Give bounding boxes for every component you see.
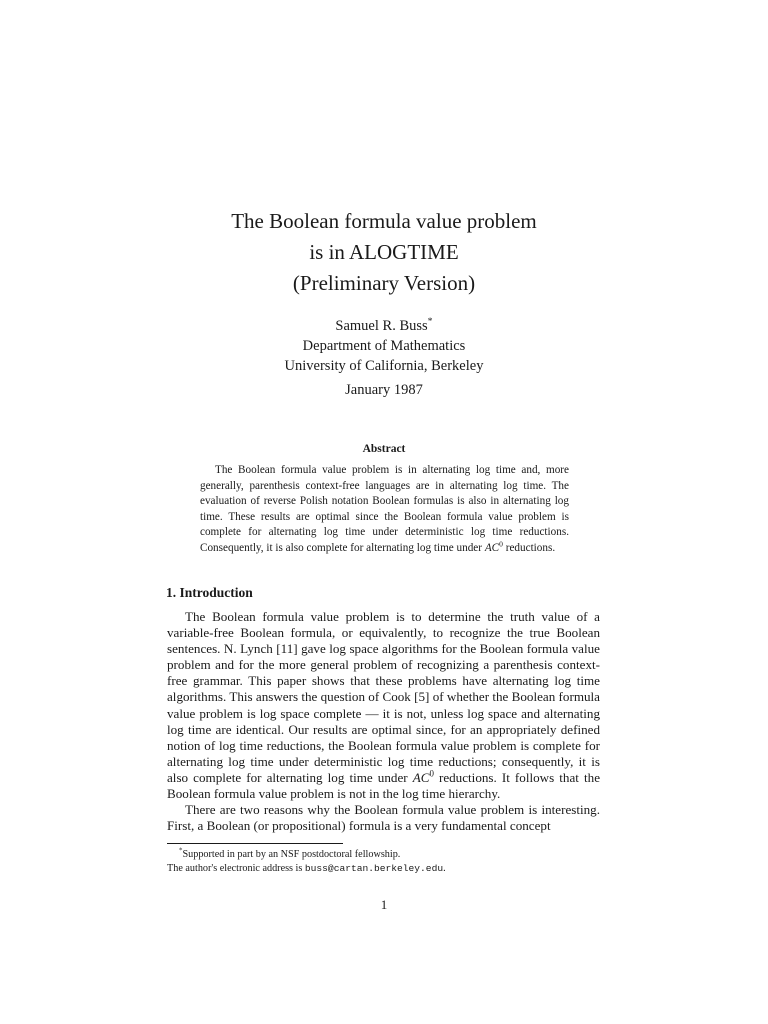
title-line-3: (Preliminary Version) [292,271,476,295]
footnote-1-mark: * [179,847,183,855]
footnote-2-end: . [443,863,446,874]
abstract-heading: Abstract [362,443,406,455]
abstract-ac-symbol: AC [484,541,500,554]
paragraph-1-ac-superscript: 0 [429,768,434,779]
author-block [0,316,768,376]
author-email: buss@cartan.berkeley.edu [304,863,444,874]
footnote-1-text: Supported in part by an NSF postdoctoral fellowship. [182,849,401,860]
introduction-body [167,609,600,834]
footnote-2 [167,862,446,876]
footnote-2-text: The author's electronic address is [167,863,305,874]
footnotes [167,848,446,876]
paragraph-1-text: The Boolean formula value problem is to determine the truth value of a variable-free Boolean formula, or equivalently, to recognize the true Boolean sentences. N. Lynch [11] gave log space algorithms for the Boolean formula value problem and for the more general problem of recognizing a parenthesis context-free grammar. This paper shows that these problems have alternating log time algorithms. This answers the question of Cook [5] of whether the Boolean formula value problem is log space complete — it is not, unless log space and alternating log time are identical. Our results are optimal since, for an appropriately defined notion of log time reductions, the Boolean formula value problem is complete for alternating log time under deterministic log time reductions; consequently, it is also complete for alternating log time under [167,609,600,785]
author-name: Samuel R. Buss [335,318,428,334]
author-name-line [0,316,768,336]
author-footnote-mark: * [427,316,433,328]
paragraph-1-ac-symbol: AC [412,769,430,785]
abstract-body: The Boolean formula value problem is in alternating log time and, more generally, parenthesis context-free languages are in alternating log time. The evaluation of reverse Polish notation Boolean formulas is also in alternating log time. These results are optimal since the Boolean formula value problem is complete for alternating log time under deterministic log time reductions. Consequently, it is also complete for alternating log time under [200,464,569,554]
footnote-1 [167,848,446,862]
paper-date: January 1987 [345,382,423,398]
abstract-text [200,463,569,556]
paragraph-1-text-end: reductions. It follows that the Boolean formula value problem is not in the log time hierarchy. [167,769,601,802]
section-heading-introduction: 1. Introduction [166,585,253,600]
paragraph-2: There are two reasons why the Boolean formula value problem is interesting. First, a Boolean (or propositional) formula is a very fundamental concept [167,802,600,834]
page-number: 1 [380,897,388,912]
footnote-rule [167,843,343,844]
title-line-2: is in ALOGTIME [309,240,459,264]
abstract-ac-superscript: 0 [499,538,503,548]
paper-title [0,206,768,299]
title-line-1: The Boolean formula value problem [231,209,537,233]
author-department: Department of Mathematics [302,338,466,354]
abstract-body-end: reductions. [502,541,556,554]
author-institution: University of California, Berkeley [284,358,484,374]
paragraph-1 [167,609,600,802]
